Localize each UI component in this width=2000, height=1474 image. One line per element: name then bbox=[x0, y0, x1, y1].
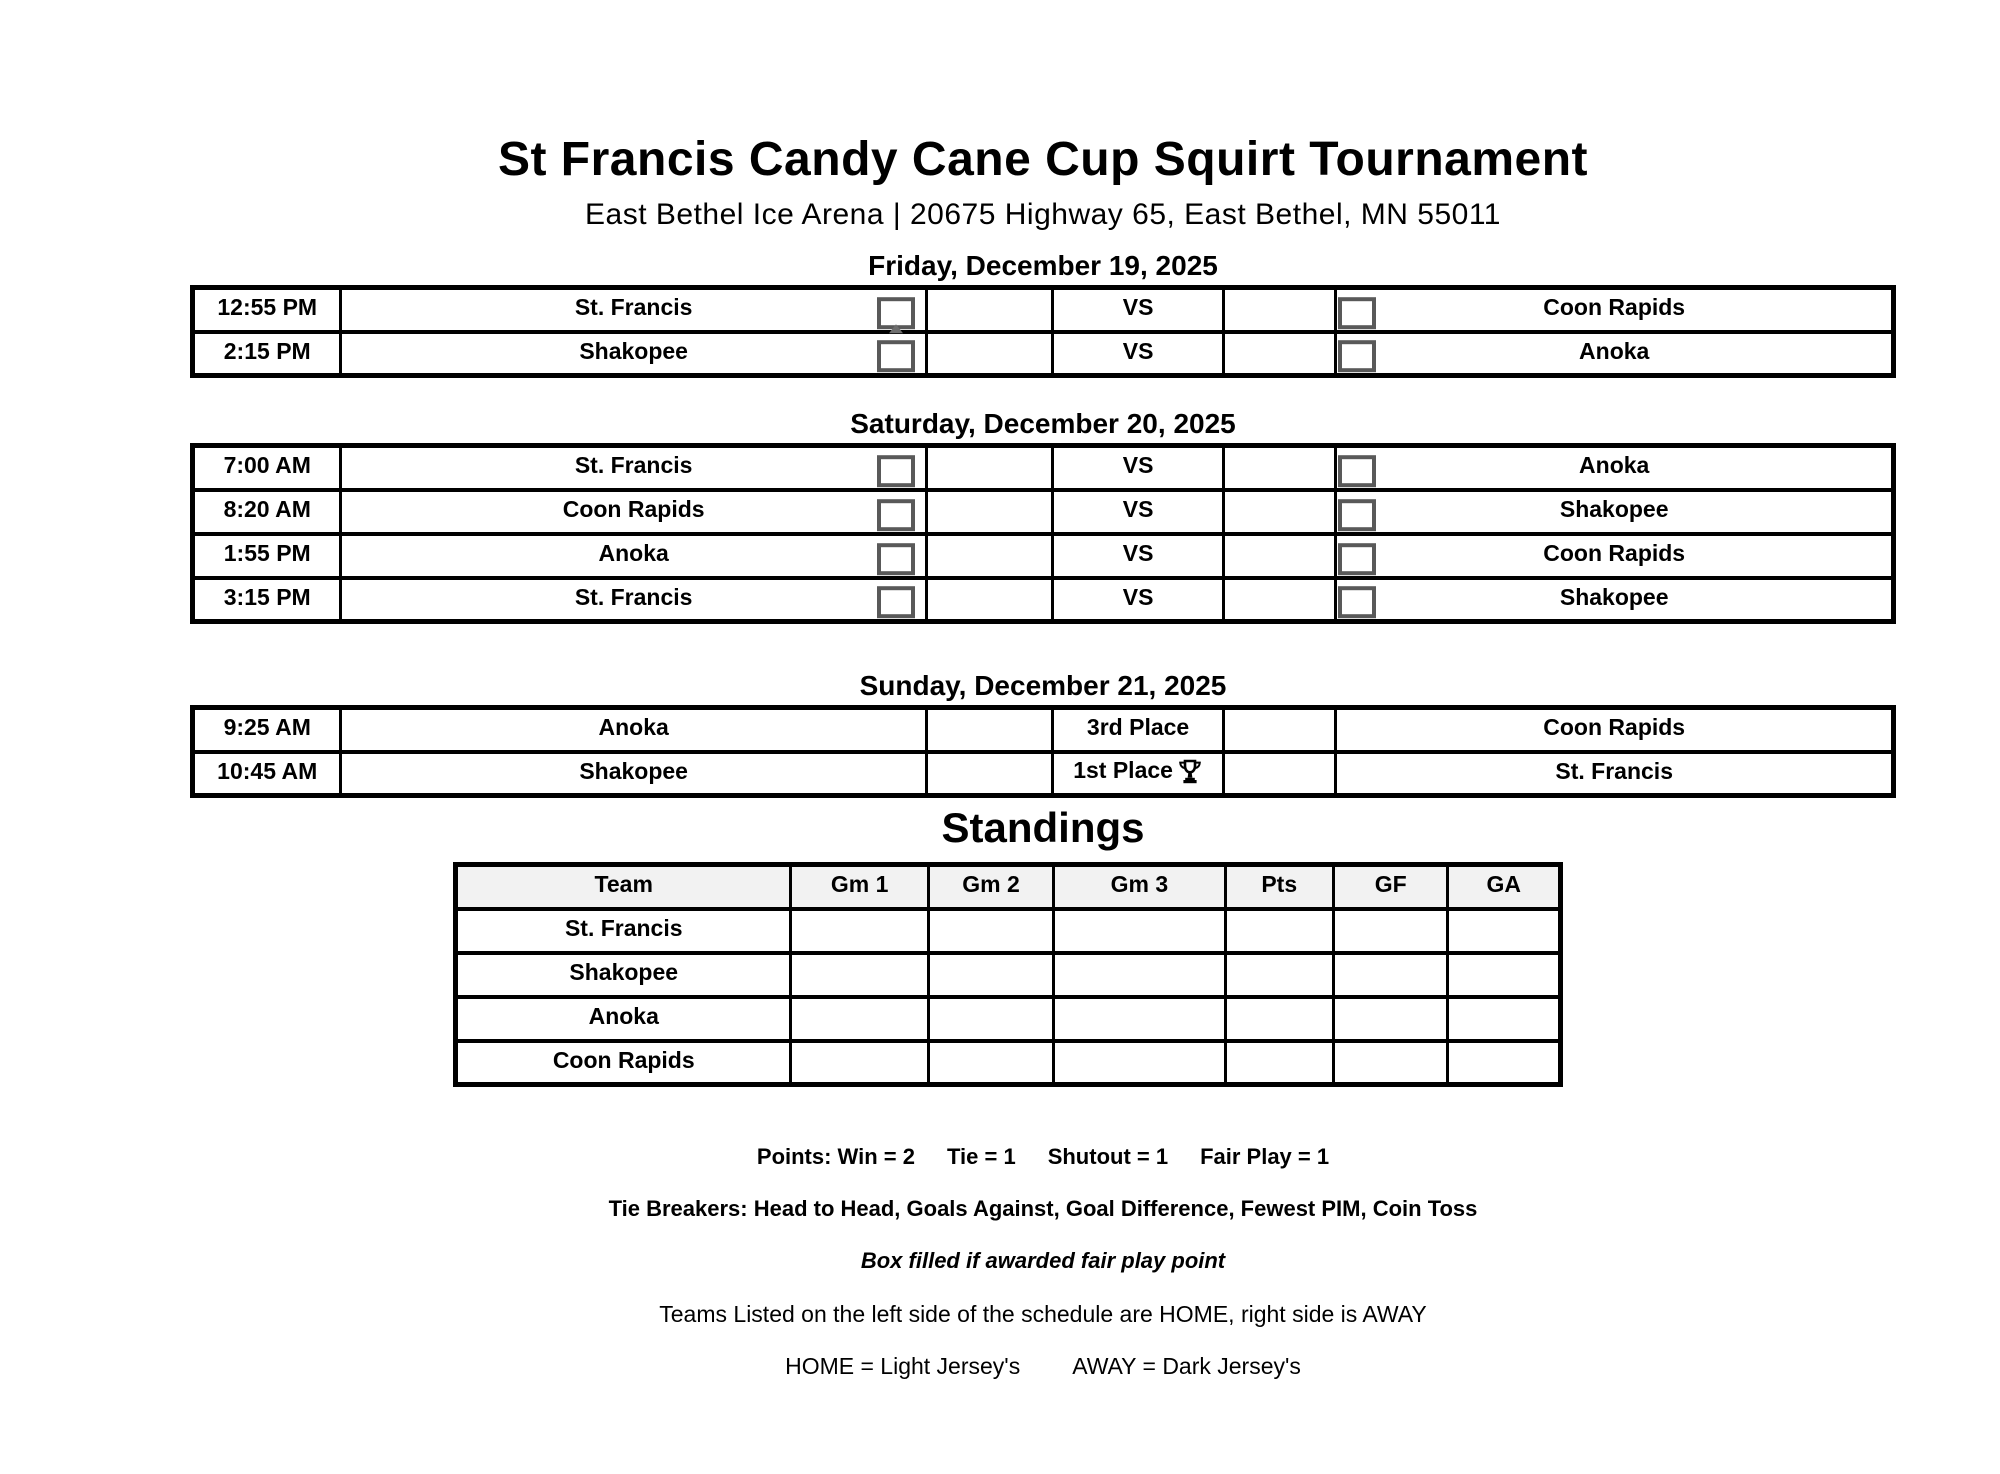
stat-cell bbox=[1225, 909, 1334, 953]
stat-cell bbox=[791, 1041, 928, 1085]
game-row bbox=[193, 752, 1894, 796]
points-rule: Points: Win = 2 bbox=[756, 1144, 915, 1169]
game-row bbox=[193, 332, 1894, 376]
page-title: St Francis Candy Cane Cup Squirt Tournament bbox=[497, 133, 1589, 186]
column-header-gm1: Gm 1 bbox=[791, 865, 928, 909]
standings-row bbox=[456, 909, 1561, 953]
spacer-cell bbox=[1223, 288, 1336, 332]
game-row bbox=[193, 708, 1894, 752]
stat-cell bbox=[1334, 909, 1448, 953]
stat-cell bbox=[928, 953, 1053, 997]
away-team-cell bbox=[1336, 288, 1894, 332]
home-team-name: St. Francis bbox=[574, 583, 693, 610]
stat-cell bbox=[928, 1041, 1053, 1085]
home-team-cell bbox=[341, 446, 926, 490]
stat-cell bbox=[791, 909, 928, 953]
document-page bbox=[190, 0, 1896, 1474]
home-team-name: Shakopee bbox=[579, 757, 688, 784]
away-score-checkbox[interactable] bbox=[1338, 499, 1376, 531]
spacer-cell bbox=[1223, 578, 1336, 622]
day-heading-saturday: Saturday, December 20, 2025 bbox=[850, 408, 1236, 439]
column-header-ga: GA bbox=[1448, 865, 1561, 909]
away-team-cell bbox=[1336, 490, 1894, 534]
away-team-name: Shakopee bbox=[1559, 496, 1669, 522]
note-fair-play: Box filled if awarded fair play point bbox=[860, 1248, 1226, 1273]
day-heading-sunday: Sunday, December 21, 2025 bbox=[859, 670, 1227, 701]
home-team-name: Shakopee bbox=[579, 337, 688, 364]
spacer-cell bbox=[926, 578, 1053, 622]
home-score-checkbox[interactable] bbox=[877, 340, 915, 372]
spacer-cell bbox=[1223, 332, 1336, 376]
stat-cell bbox=[1334, 953, 1448, 997]
stat-cell bbox=[1448, 1041, 1561, 1085]
stat-cell bbox=[791, 953, 928, 997]
away-score-checkbox[interactable] bbox=[1338, 297, 1376, 329]
spacer-cell bbox=[1223, 534, 1336, 578]
game-row bbox=[193, 578, 1894, 622]
vs-label: VS bbox=[1053, 332, 1223, 376]
standings-team-name: St. Francis bbox=[456, 909, 791, 953]
away-team-cell bbox=[1336, 578, 1894, 622]
spacer-cell bbox=[926, 752, 1053, 796]
stat-cell bbox=[1054, 909, 1225, 953]
stat-cell bbox=[1334, 997, 1448, 1041]
note-jerseys bbox=[190, 1349, 1896, 1383]
home-team-name: Coon Rapids bbox=[562, 496, 705, 522]
home-team-name: St. Francis bbox=[574, 294, 693, 321]
stat-cell bbox=[928, 997, 1053, 1041]
away-team-cell bbox=[1336, 332, 1894, 376]
standings-team-name: Shakopee bbox=[456, 953, 791, 997]
standings-row bbox=[456, 1041, 1561, 1085]
home-score-checkbox[interactable] bbox=[877, 297, 915, 329]
trophy-icon bbox=[1177, 759, 1203, 785]
jersey-rule-home: HOME = Light Jersey's bbox=[785, 1353, 1021, 1379]
day-heading-friday: Friday, December 19, 2025 bbox=[868, 250, 1218, 281]
column-header-gf: GF bbox=[1334, 865, 1448, 909]
stat-cell bbox=[791, 997, 928, 1041]
home-team-name: Anoka bbox=[598, 540, 669, 566]
placement-label bbox=[1053, 752, 1223, 796]
schedule-table-friday bbox=[190, 285, 1896, 378]
game-row bbox=[193, 490, 1894, 534]
vs-label: VS bbox=[1053, 446, 1223, 490]
stat-cell bbox=[1225, 1041, 1334, 1085]
game-time: 1:55 PM bbox=[193, 534, 341, 578]
column-header-gm3: Gm 3 bbox=[1054, 865, 1225, 909]
standings-header-row bbox=[456, 865, 1561, 909]
away-team-cell bbox=[1336, 708, 1894, 752]
stat-cell bbox=[1448, 997, 1561, 1041]
home-team-cell bbox=[341, 534, 926, 578]
points-rule: Shutout = 1 bbox=[1047, 1144, 1169, 1169]
stat-cell bbox=[1225, 997, 1334, 1041]
game-time: 10:45 AM bbox=[193, 752, 341, 796]
placement-text: 1st Place bbox=[1073, 757, 1173, 784]
spacer-cell bbox=[1223, 708, 1336, 752]
standings-team-name: Coon Rapids bbox=[456, 1041, 791, 1085]
vs-label: VS bbox=[1053, 288, 1223, 332]
away-score-checkbox[interactable] bbox=[1338, 455, 1376, 487]
home-score-checkbox[interactable] bbox=[877, 499, 915, 531]
standings-team-name: Anoka bbox=[456, 997, 791, 1041]
away-team-name: Anoka bbox=[1579, 337, 1650, 364]
game-row bbox=[193, 534, 1894, 578]
game-row bbox=[193, 288, 1894, 332]
stat-cell bbox=[1225, 953, 1334, 997]
vs-label: VS bbox=[1053, 490, 1223, 534]
note-tie-breakers: Tie Breakers: Head to Head, Goals Against, Goal Difference, Fewest PIM, Coin Toss bbox=[608, 1196, 1478, 1221]
points-rule: Tie = 1 bbox=[946, 1144, 1016, 1169]
jersey-rule-away: AWAY = Dark Jersey's bbox=[1072, 1353, 1301, 1379]
away-team-name: Shakopee bbox=[1559, 583, 1669, 610]
spacer-cell bbox=[926, 534, 1053, 578]
home-team-cell bbox=[341, 752, 926, 796]
spacer-cell bbox=[926, 332, 1053, 376]
stat-cell bbox=[1054, 997, 1225, 1041]
spacer-cell bbox=[1223, 490, 1336, 534]
game-time: 12:55 PM bbox=[193, 288, 341, 332]
away-score-checkbox[interactable] bbox=[1338, 586, 1376, 618]
note-home-away: Teams Listed on the left side of the schedule are HOME, right side is AWAY bbox=[659, 1301, 1427, 1327]
home-team-cell bbox=[341, 332, 926, 376]
spacer-cell bbox=[1223, 446, 1336, 490]
note-points bbox=[190, 1140, 1896, 1174]
away-score-checkbox[interactable] bbox=[1338, 543, 1376, 575]
home-team-cell bbox=[341, 490, 926, 534]
away-team-name: St. Francis bbox=[1555, 757, 1673, 784]
stat-cell bbox=[928, 909, 1053, 953]
home-score-checkbox[interactable] bbox=[877, 586, 915, 618]
away-team-cell bbox=[1336, 446, 1894, 490]
game-time: 7:00 AM bbox=[193, 446, 341, 490]
spacer-cell bbox=[926, 708, 1053, 752]
stat-cell bbox=[1054, 953, 1225, 997]
standings-row bbox=[456, 997, 1561, 1041]
placement-label: 3rd Place bbox=[1053, 708, 1223, 752]
home-team-name: Anoka bbox=[598, 714, 669, 741]
page-subtitle: East Bethel Ice Arena | 20675 Highway 65, East Bethel, MN 55011 bbox=[585, 198, 1501, 231]
game-time: 9:25 AM bbox=[193, 708, 341, 752]
column-header-team: Team bbox=[456, 865, 791, 909]
away-score-checkbox[interactable] bbox=[1338, 340, 1376, 372]
home-team-cell bbox=[341, 578, 926, 622]
spacer-cell bbox=[1223, 752, 1336, 796]
stat-cell bbox=[1054, 1041, 1225, 1085]
stat-cell bbox=[1448, 953, 1561, 997]
vs-label: VS bbox=[1053, 534, 1223, 578]
column-header-gm2: Gm 2 bbox=[928, 865, 1053, 909]
schedule-table-sunday bbox=[190, 705, 1896, 798]
standings-heading: Standings bbox=[941, 804, 1145, 851]
spacer-cell bbox=[926, 288, 1053, 332]
spacer-cell bbox=[926, 490, 1053, 534]
game-time: 8:20 AM bbox=[193, 490, 341, 534]
column-header-pts: Pts bbox=[1225, 865, 1334, 909]
away-team-name: Coon Rapids bbox=[1543, 540, 1686, 566]
away-team-name: Coon Rapids bbox=[1543, 294, 1686, 321]
standings-table bbox=[453, 862, 1563, 1087]
away-team-name: Anoka bbox=[1579, 452, 1650, 479]
home-team-cell bbox=[341, 708, 926, 752]
game-row bbox=[193, 446, 1894, 490]
home-team-name: St. Francis bbox=[574, 452, 693, 479]
away-team-cell bbox=[1336, 752, 1894, 796]
vs-label: VS bbox=[1053, 578, 1223, 622]
away-team-cell bbox=[1336, 534, 1894, 578]
game-time: 2:15 PM bbox=[193, 332, 341, 376]
stat-cell bbox=[1334, 1041, 1448, 1085]
home-score-checkbox[interactable] bbox=[877, 455, 915, 487]
away-team-name: Coon Rapids bbox=[1543, 714, 1686, 741]
home-team-cell bbox=[341, 288, 926, 332]
spacer-cell bbox=[926, 446, 1053, 490]
schedule-table-saturday bbox=[190, 443, 1896, 624]
home-score-checkbox[interactable] bbox=[877, 543, 915, 575]
game-time: 3:15 PM bbox=[193, 578, 341, 622]
points-rule: Fair Play = 1 bbox=[1200, 1144, 1330, 1169]
standings-row bbox=[456, 953, 1561, 997]
stat-cell bbox=[1448, 909, 1561, 953]
